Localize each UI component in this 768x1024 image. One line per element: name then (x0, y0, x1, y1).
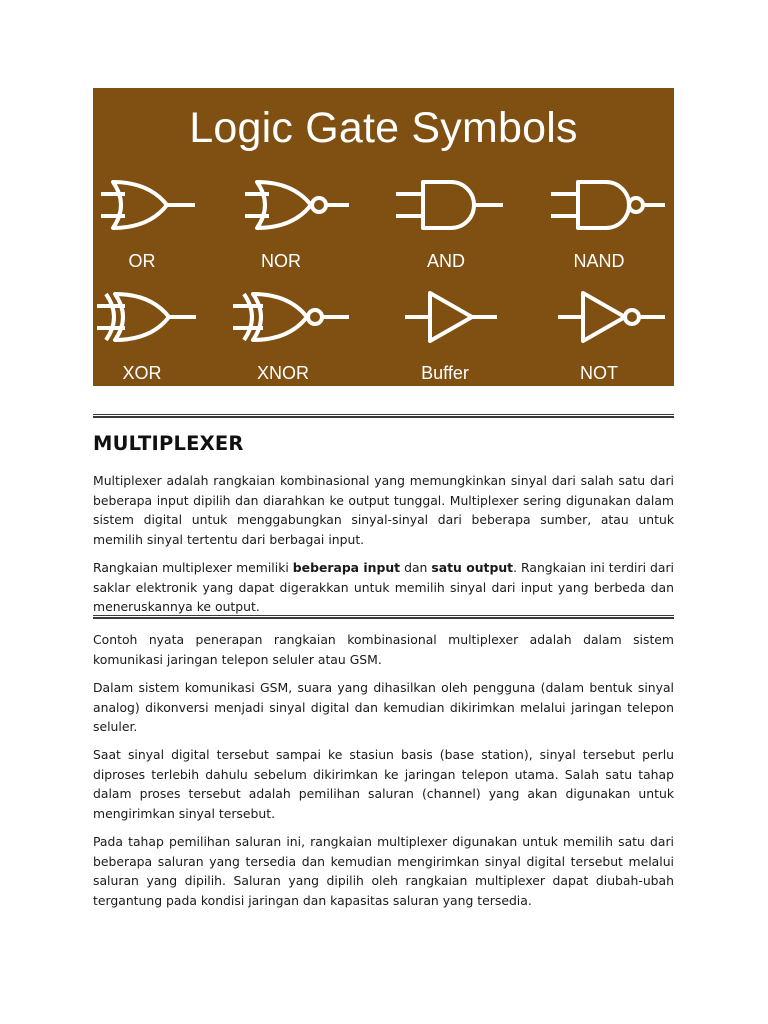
paragraph-6: Pada tahap pemilihan saluran ini, rangkaian multiplexer digunakan untuk memilih satu dari beberapa saluran yang tersedia dan kemudian mengirimkan sinyal digital tersebut melalui saluran yang dipilih. Saluran yang dipilih oleh rangkaian multiplexer dapat diubah-ubah tergantung pada kondisi jaringan dan kapasitas saluran yang tersedia. (93, 834, 674, 908)
paragraph-2-text-c: dan (400, 560, 432, 575)
nand-gate-icon (551, 182, 665, 228)
paragraph-2-text-d: . Rangkaian ini terdiri dari saklar elektronik yang dapat digerakkan untuk memilih sinyal dari input yang berbeda dan meneruskannya ke output. (93, 560, 674, 614)
paragraph-2 (93, 558, 674, 617)
banner-title: Logic Gate Symbols (189, 104, 578, 152)
not-gate-icon (558, 293, 665, 341)
paragraph-2-text-a: Rangkaian multiplexer memiliki (93, 560, 293, 575)
gate-label-nand: NAND (573, 251, 625, 271)
gate-label-and: AND (426, 251, 465, 271)
xor-gate-icon (97, 294, 196, 340)
gate-label-xnor: XNOR (256, 363, 309, 383)
divider-top (93, 414, 674, 418)
gate-label-xor: XOR (122, 363, 162, 383)
or-gate-icon (101, 182, 195, 228)
gate-label-buffer: Buffer (421, 363, 469, 383)
gate-label-or: OR (128, 251, 156, 271)
paragraph-4: Dalam sistem komunikasi GSM, suara yang dihasilkan oleh pengguna (dalam bentuk sinyal analog) dikonversi menjadi sinyal digital dan kemudian dikirimkan melalui jaringan telepon seluler. (93, 680, 674, 734)
gate-label-not: NOT (580, 363, 618, 383)
xnor-gate-icon (233, 294, 349, 340)
paragraph-2-bold-input: beberapa input (292, 560, 401, 575)
buffer-gate-icon (405, 293, 497, 341)
logic-gate-banner (93, 88, 674, 386)
paragraph-2-bold-output: satu output (431, 560, 514, 575)
section-heading: MULTIPLEXER (93, 432, 244, 455)
paragraph-3: Contoh nyata penerapan rangkaian kombinasional multiplexer adalah dalam sistem komunikasi jaringan telepon seluler atau GSM. (93, 632, 674, 667)
nor-gate-icon (245, 182, 349, 228)
gate-label-nor: NOR (261, 251, 301, 271)
paragraph-5: Saat sinyal digital tersebut sampai ke stasiun basis (base station), sinyal tersebut perlu diproses terlebih dahulu sebelum dikirimkan ke jaringan telepon utama. Salah satu tahap dalam proses tersebut adalah pemilihan saluran (channel) yang akan digunakan untuk mengirimkan sinyal tersebut. (93, 747, 674, 821)
and-gate-icon (396, 182, 503, 228)
paragraph-1: Multiplexer adalah rangkaian kombinasional yang memungkinkan sinyal dari salah satu dari beberapa input dipilih dan diarahkan ke output tunggal. Multiplexer sering digunakan dalam sistem digital untuk menggabungkan sinyal-sinyal dari beberapa sumber, atau untuk memilih sinyal tertentu dari berbagai input. (93, 473, 674, 547)
divider-middle (93, 615, 674, 619)
